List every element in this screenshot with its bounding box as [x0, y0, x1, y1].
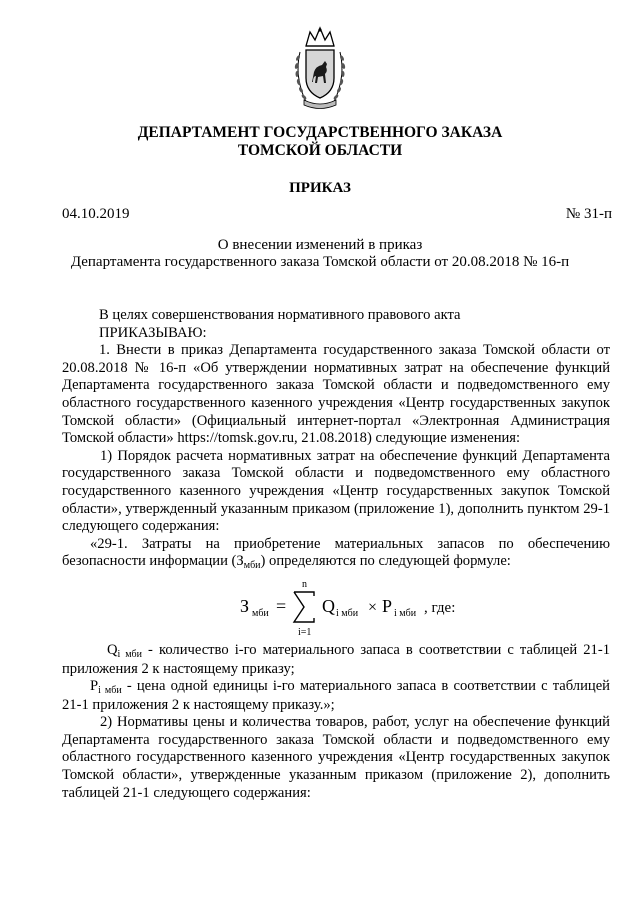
p29-1-start: «29-1. Затраты на приобретение материальных запасов по обеспечению безопасности информации (З: [62, 535, 610, 570]
order-word: ПРИКАЗЫВАЮ:: [99, 324, 207, 341]
paragraph-item-1-1: 1) Порядок расчета нормативных затрат на обеспечение функций Департамента государственного заказа Томской области и подведомственного ему областного государственного казенного учреждения «Центр государственных закупок Томской области», утвержденный указанным приказом (приложение 1), дополнить пунктом 29-1 следующего содержания:: [62, 447, 610, 535]
formula-lhs-subscript: мби: [252, 607, 269, 619]
formula-block: [62, 572, 610, 642]
formula-lhs: З: [240, 595, 250, 616]
def-q-symbol: Q: [107, 641, 118, 658]
document-date: 04.10.2019: [62, 206, 130, 222]
formula-sum-lower: i=1: [298, 626, 312, 638]
def-p-subscript: i мби: [98, 685, 122, 697]
document-body: [62, 307, 610, 802]
formula-sum-upper: n: [302, 578, 307, 590]
document-number: № 31-п: [565, 206, 612, 222]
formula-p-subscript: i мби: [394, 607, 417, 619]
document-subject: [40, 237, 600, 271]
formula-equals: =: [276, 595, 287, 616]
tomsk-region-coat-of-arms-icon: [292, 26, 348, 112]
paragraph-item-1: 1. Внести в приказ Департамента государственного заказа Томской области от 20.08.2018 № 16-п «Об утверждении нормативных затрат на обеспечение функций Департамента государственного заказа Томской области и подведомственного ему областного государственного казенного учреждения «Центр государственных закупок Томской области» (Официальный интернет-портал «Электронная Администрация Томской области» https://tomsk.gov.ru, 21.08.2018) следующие изменения:: [62, 342, 610, 447]
def-q-text: - количество i-го материального запаса в соответствии с таблицей 21-1 приложения 2 к настоящему приказу;: [62, 641, 610, 677]
formula-p: P: [382, 595, 393, 616]
subject-line-1: О внесении изменений в приказ: [217, 237, 423, 253]
subject-line-2: Департамента государственного заказа Томской области от 20.08.2018 № 16-п: [70, 254, 570, 270]
def-p-symbol: P: [90, 678, 99, 695]
def-p-text: - цена одной единицы i-го материального запаса в соответствии с таблицей 21-1 приложения 2 к настоящему приказу.»;: [62, 678, 610, 713]
preamble: В целях совершенствования нормативного правового акта: [99, 307, 461, 323]
department-line-2: ТОМСКОЙ ОБЛАСТИ: [237, 142, 403, 159]
formula-tail: , где:: [424, 599, 456, 616]
definition-q: [62, 642, 610, 678]
department-name: [60, 124, 580, 160]
paragraph-item-1-2: 2) Нормативы цены и количества товаров, работ, услуг на обеспечение функций Департамента государственного заказа Томской области и подведомственного ему областного государственного казенного учреждения «Центр государственных закупок Томской области», утвержденные указанным приказом (приложение 2), дополнить таблицей 21-1 следующего содержания:: [62, 714, 610, 801]
p29-1-subscript: мби: [243, 560, 261, 572]
def-q-subscript: i мби: [117, 648, 142, 660]
p29-1-end: ) определяются по следующей формуле:: [260, 553, 511, 570]
formula-q: Q: [322, 595, 335, 616]
formula-times: ×: [368, 598, 378, 616]
cost-formula: [240, 578, 520, 638]
document-type: ПРИКАЗ: [289, 180, 351, 196]
department-line-1: ДЕПАРТАМЕНТ ГОСУДАРСТВЕННОГО ЗАКАЗА: [137, 124, 503, 141]
paragraph-29-1: [62, 536, 610, 572]
formula-q-subscript: i мби: [336, 607, 359, 619]
definition-p: [62, 678, 610, 714]
sum-sign-icon: [294, 592, 314, 622]
